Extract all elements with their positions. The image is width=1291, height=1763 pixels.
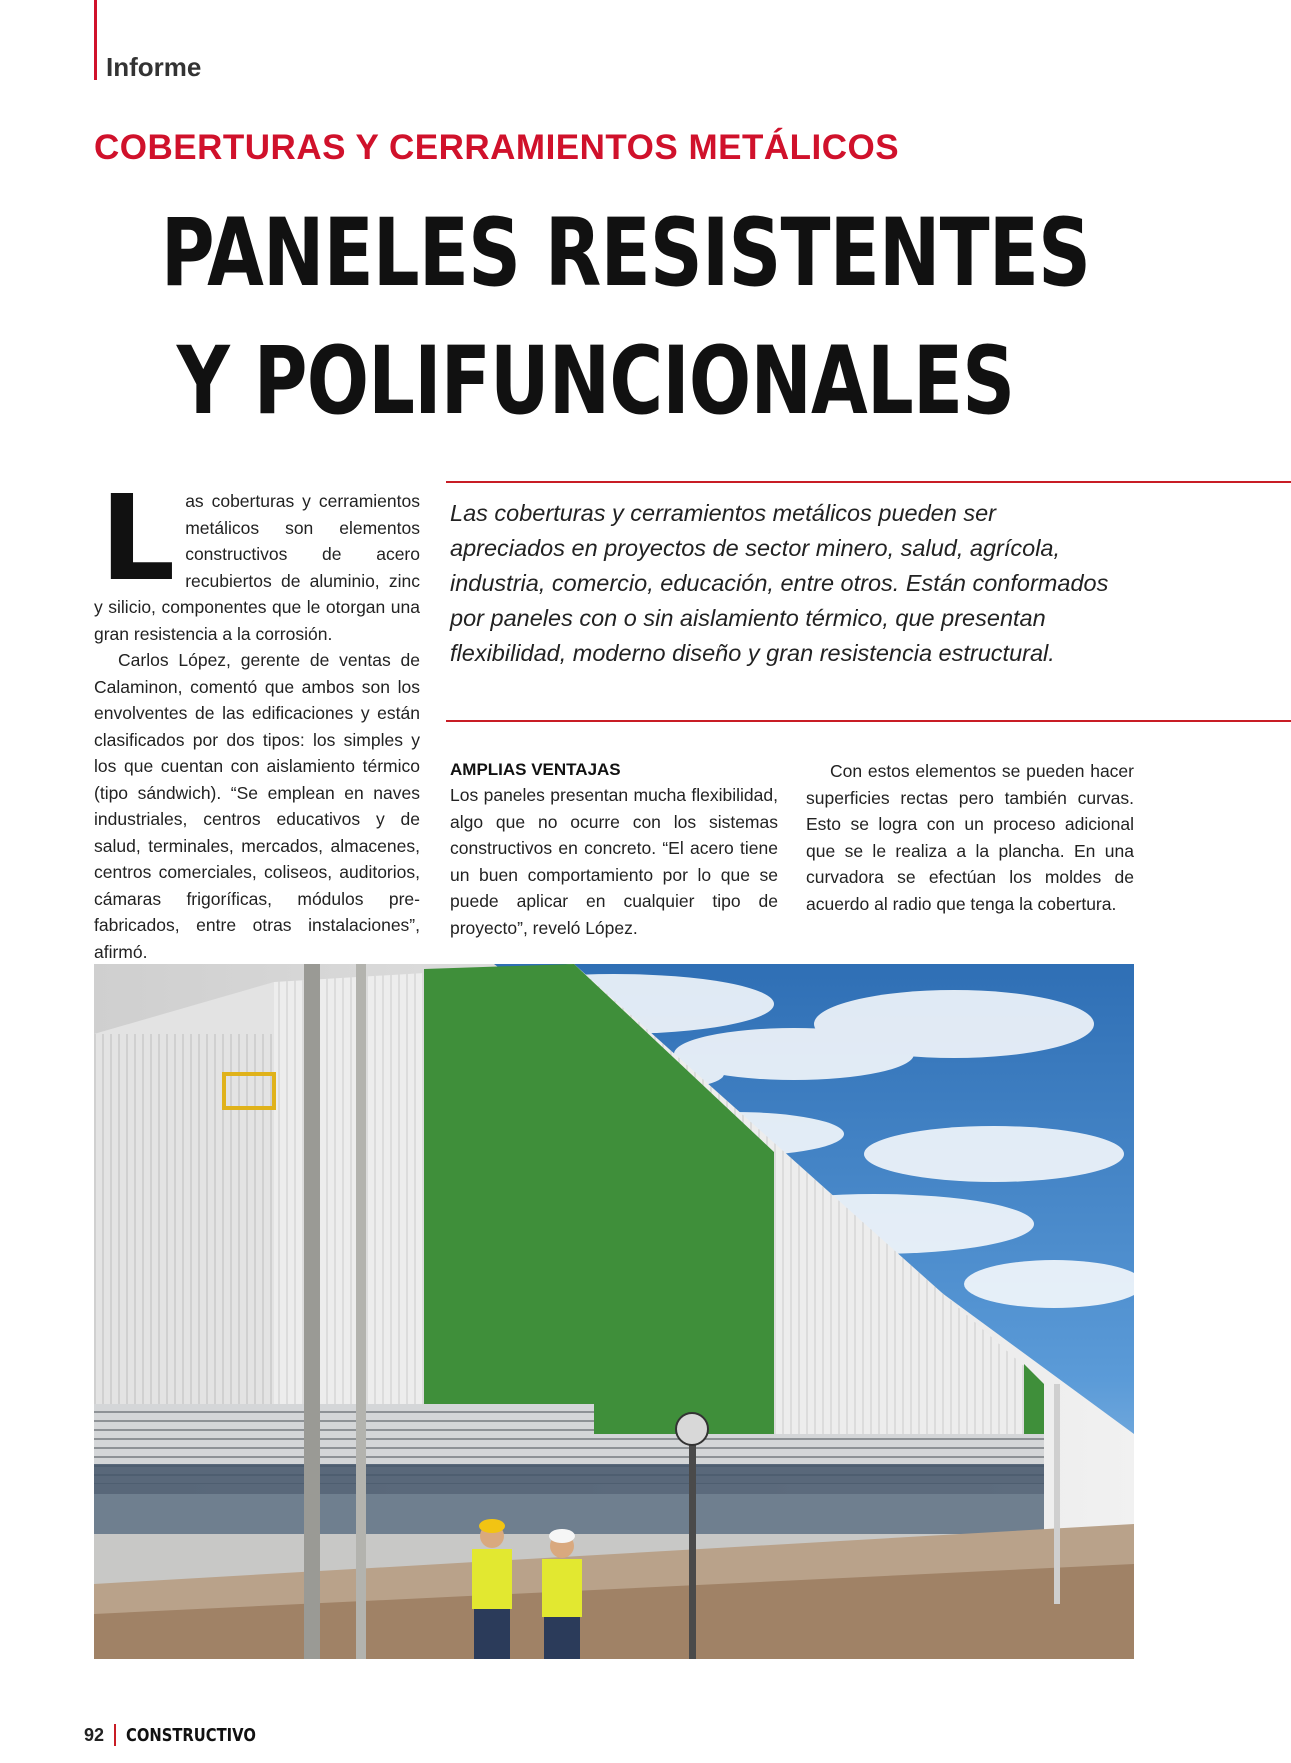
magazine-name: CONSTRUCTIVO [126,1724,256,1746]
section-accent-bar [94,0,97,80]
section-label: Informe [106,52,202,82]
lead-rule-bottom [446,720,1291,722]
page-number: 92 [84,1724,105,1745]
subheading-ventajas: AMPLIAS VENTAJAS [450,760,621,779]
paragraph-lopez: Carlos López, gerente de ventas de Calaminon, comentó que ambos son los envolventes de las edificaciones y están clasificados por dos tipos: los simples y los que cuentan con aislamiento térmico (tipo sándwich). “Se emplean en naves industriales, centros educativos y de salud, terminales, mercados, almacenes, centros comerciales, coliseos, auditorios, cámaras frigoríficas, módulos pre-fabricados, entre otras instalaciones”, afirmó. [94,650,420,962]
article-kicker: COBERTURAS Y CERRAMIENTOS METÁLICOS [94,128,900,167]
lead-rule-top [446,481,1291,483]
article-column-middle [450,758,778,941]
drop-cap: L [100,469,176,607]
article-column-left [94,469,420,965]
paragraph-ventajas: Los paneles presentan mucha flexibilidad, algo que no ocurre con los sistemas constructivos en concreto. “El acero tiene un buen comportamiento por lo que se puede aplicar en cualquier tipo de proyecto”, reveló López. [450,785,778,938]
headline-line-2: Y POLIFUNCIONALES [176,327,1015,436]
paragraph-intro: as coberturas y cerramientos metálicos son elementos constructivos de acero recubiertos de aluminio, zinc y silicio, componentes que le otorgan una gran resistencia a la corrosión. [94,491,420,644]
paragraph-curvas: Con estos elementos se pueden hacer superficies rectas pero también curvas. Esto se logra con un proceso adicional que se le realiza a la plancha. En una curvadora se efectúan los moldes de acuerdo al radio que tenga la cobertura. [806,761,1134,914]
article-column-right [806,758,1134,917]
article-headline [0,190,1291,446]
footer-divider [114,1724,116,1746]
lead-paragraph: Las coberturas y cerramientos metálicos pueden ser apreciados en proyectos de sector minero, salud, agrícola, industria, comercio, educación, entre otros. Están conformados por paneles con o sin aislamiento térmico, que presentan flexibilidad, moderno diseño y gran resistencia estructural. [450,500,1109,666]
page-footer [84,1724,284,1746]
headline-line-1: PANELES RESISTENTES [160,199,1091,308]
building-photo [94,964,1134,1659]
